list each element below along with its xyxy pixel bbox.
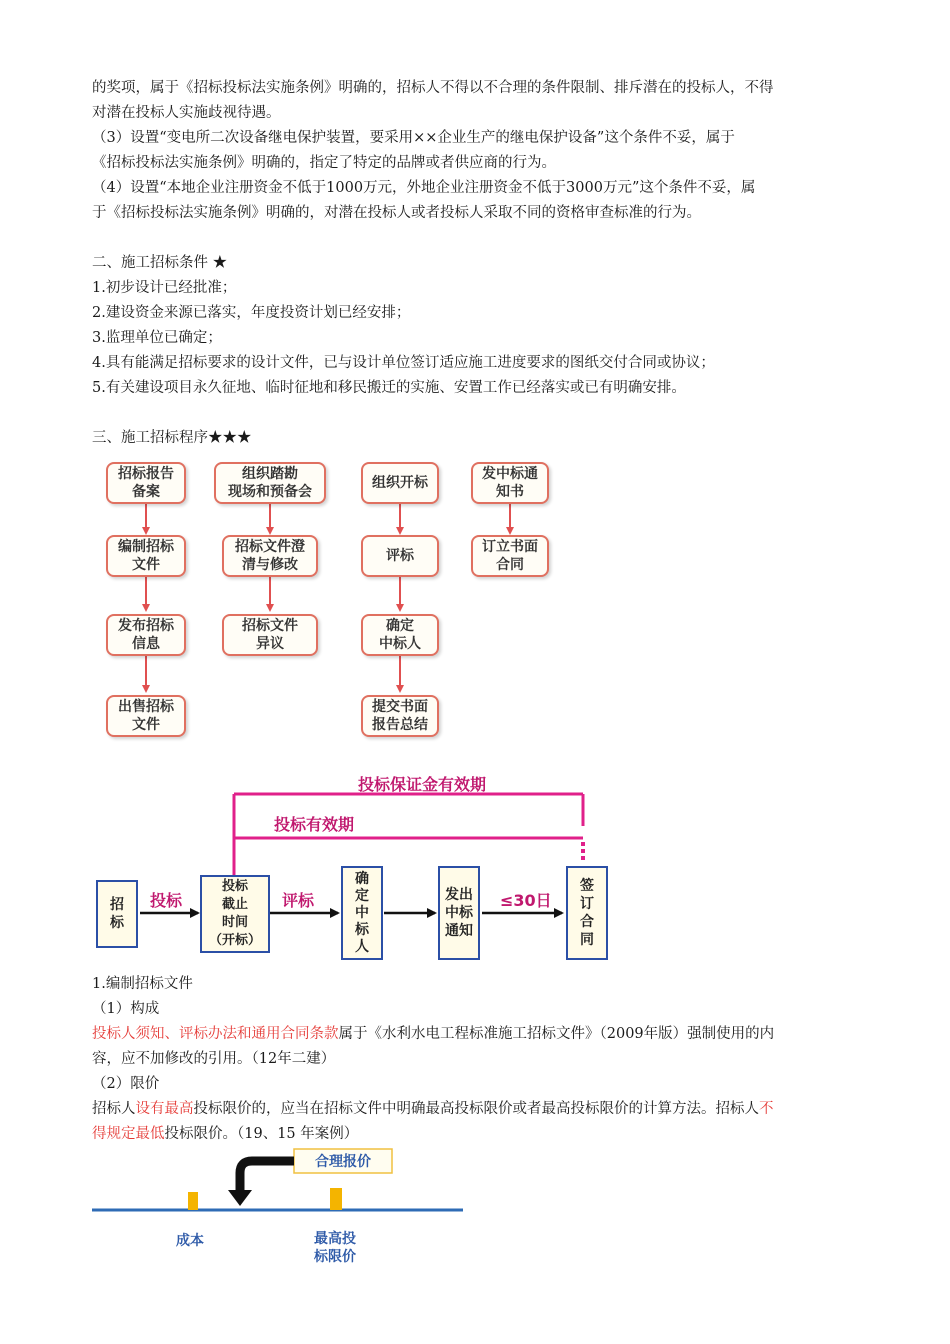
- bond-validity-label: 投标保证金有效期: [358, 775, 487, 794]
- price-limit-diagram: [0, 1140, 950, 1280]
- timeline-box-determine-winner: 确 定 中 标 人: [341, 866, 383, 960]
- section2-item: 1.初步设计已经批准；: [92, 280, 237, 296]
- text-run: 投标限价的，应当在招标文件中明确最高投标限价或者最高投标限价的计算方法。招标人: [193, 1101, 759, 1117]
- highlight-red: 投标人须知、评标办法和通用合同条款: [92, 1026, 339, 1042]
- timeline-box-bid-deadline: 投标 截止 时间 （开标）: [200, 875, 270, 953]
- flow-box-tender-report-filing: 招标报告 备案: [106, 462, 186, 504]
- flow-box-determine-winner: 确定 中标人: [361, 614, 439, 656]
- arrow-head-icon: [228, 1190, 252, 1206]
- text-run: 招标人: [92, 1101, 136, 1117]
- section2-item: 5.有关建设项目永久征地、临时征地和移民搬迁的实施、安置工作已经落实或已有明确安排。: [92, 380, 686, 396]
- sub1-s2-line1: [92, 1097, 892, 1122]
- intro-line-6: 于《招标投标法实施条例》明确的，对潜在投标人或者投标人采取不同的资格审查标准的行为。: [92, 205, 701, 221]
- section2-item: 4.具有能满足招标要求的设计文件，已与设计单位签订适应施工进度要求的图纸交付合同或协议；: [92, 355, 715, 371]
- arrow-label-30-days: ≤30日: [500, 891, 552, 910]
- intro-line-3: （3）设置“变电所二次设备继电保护装置，要采用××企业生产的继电保护设备”这个条件不妥，属于: [92, 130, 735, 146]
- text-run: 投标限价。（19、15 年案例）: [164, 1126, 359, 1142]
- flow-box-open-bids: 组织开标: [361, 462, 439, 504]
- bid-validity-label: 投标有效期: [274, 815, 355, 834]
- highlight-red: 不: [759, 1101, 774, 1117]
- reasonable-price-label: 合理报价: [315, 1154, 371, 1170]
- max-limit-label: 最高投 标限价: [314, 1231, 356, 1265]
- section3-title: 三、施工招标程序★★★: [92, 430, 252, 446]
- intro-line-4: 《招标投标法实施条例》明确的，指定了特定的品牌或者供应商的行为。: [92, 155, 556, 171]
- highlight-red: 设有最高: [135, 1101, 194, 1117]
- arrow-label-evaluate: 评标: [282, 891, 315, 910]
- flow-box-prepare-tender-docs: 编制招标 文件: [106, 535, 186, 577]
- cost-label: 成本: [176, 1233, 204, 1249]
- intro-line-5: （4）设置“本地企业注册资金不低于1000万元，外地企业注册资金不低于3000万元”这个条件不妥，属: [92, 180, 756, 196]
- sub1-s1-line2: 容，应不加修改的引用。（12年二建）: [92, 1051, 336, 1067]
- highlight-red: 得规定最低: [92, 1126, 165, 1142]
- flow-box-tender-objection: 招标文件 异议: [222, 614, 318, 656]
- flow-box-sell-tender-docs: 出售招标 文件: [106, 695, 186, 737]
- timeline-box-tender: 招 标: [96, 880, 138, 948]
- curved-arrow-icon: [240, 1161, 294, 1192]
- section2-item: 3.监理单位已确定；: [92, 330, 222, 346]
- intro-line-1: 的奖项，属于《招标投标法实施条例》明确的，招标人不得以不合理的条件限制、排斥潜在的投标人，不得: [92, 80, 774, 96]
- bid-validity-dot: [581, 856, 585, 860]
- arrow-label-bid: 投标: [150, 891, 183, 910]
- flow-box-clarify-modify: 招标文件澄 清与修改: [222, 535, 318, 577]
- intro-line-2: 对潜在投标人实施歧视待遇。: [92, 105, 281, 121]
- flow-box-written-report: 提交书面 报告总结: [361, 695, 439, 737]
- sub1-s1-title: （1）构成: [92, 1001, 160, 1017]
- text-run: 属于《水利水电工程标准施工招标文件》（2009年版）强制使用的内: [338, 1026, 775, 1042]
- flow-box-evaluate: 评标: [361, 535, 439, 577]
- flow-box-award-notice: 发中标通 知书: [471, 462, 549, 504]
- sub1-s2-title: （2）限价: [92, 1076, 160, 1092]
- max-limit-marker: [330, 1188, 342, 1210]
- section2-item: 2.建设资金来源已落实，年度投资计划已经安排；: [92, 305, 411, 321]
- flow-box-site-visit-meeting: 组织踏勘 现场和预备会: [214, 462, 326, 504]
- section2-title: 二、施工招标条件 ★: [92, 255, 228, 271]
- sub1-s1-line1: [92, 1022, 892, 1047]
- flow-box-sign-contract: 订立书面 合同: [471, 535, 549, 577]
- timeline-box-award-notice: 发出 中标 通知: [438, 866, 480, 960]
- timeline-box-sign-contract: 签 订 合 同: [566, 866, 608, 960]
- flow-box-publish-tender-info: 发布招标 信息: [106, 614, 186, 656]
- bid-validity-dot: [581, 849, 585, 853]
- cost-marker: [188, 1192, 198, 1210]
- bid-validity-dot: [581, 842, 585, 846]
- sub1-title: 1.编制招标文件: [92, 976, 193, 992]
